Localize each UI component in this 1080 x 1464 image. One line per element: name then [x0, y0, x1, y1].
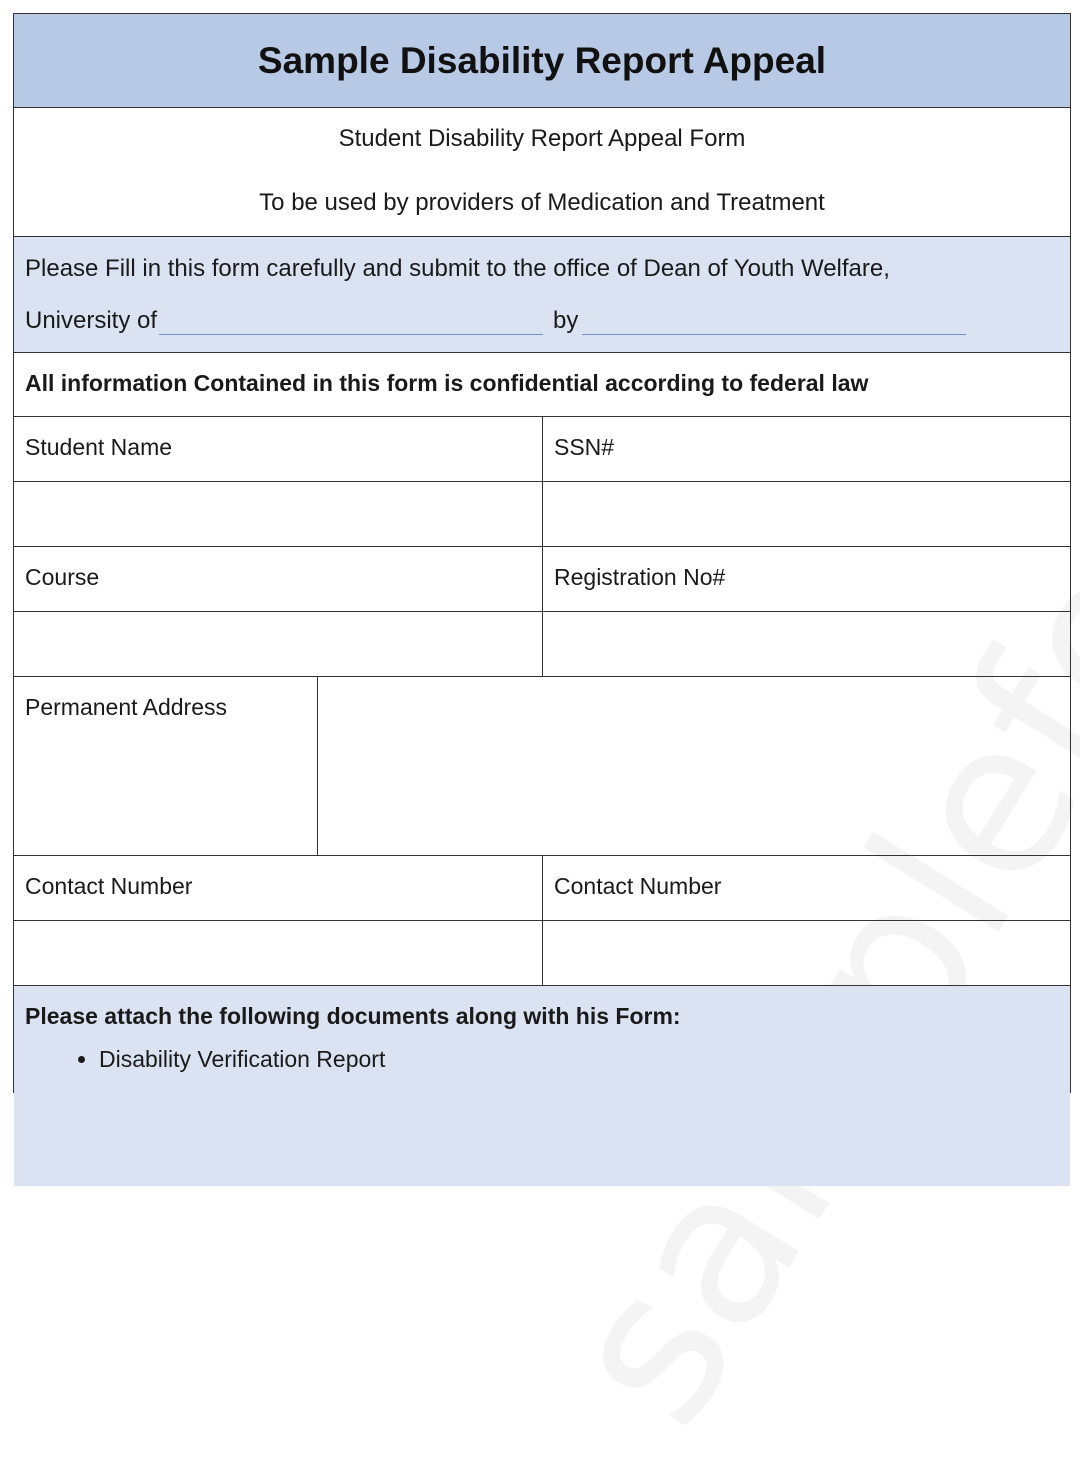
- by-field[interactable]: [582, 308, 966, 335]
- name-ssn-label-row: [14, 417, 1070, 482]
- contact-number-label-2: Contact Number: [554, 873, 722, 899]
- form-usage-note: To be used by providers of Medication and Treatment: [259, 189, 825, 216]
- course-registration-label-row: [14, 547, 1070, 612]
- subtitle-section: [14, 108, 1070, 237]
- registration-no-field[interactable]: [543, 612, 1070, 676]
- course-registration-input-row: [14, 612, 1070, 677]
- course-label-cell: [14, 547, 543, 611]
- student-name-label: Student Name: [25, 434, 173, 460]
- contact-number-field-1[interactable]: [14, 921, 543, 985]
- registration-no-label: Registration No#: [554, 564, 726, 590]
- confidential-notice-row: [14, 353, 1070, 417]
- university-line: [25, 307, 966, 335]
- attachment-item: • Disability Verification Report: [99, 1046, 385, 1073]
- contact-number-label-cell-1: [14, 856, 543, 920]
- contact-number-field-2[interactable]: [543, 921, 1070, 985]
- address-label-cell: [14, 677, 318, 855]
- attachments-section: [14, 986, 1070, 1186]
- contact-input-row: [14, 921, 1070, 986]
- contact-number-label-cell-2: [543, 856, 1070, 920]
- registration-label-cell: [543, 547, 1070, 611]
- student-name-label-cell: [14, 417, 543, 481]
- ssn-field[interactable]: [543, 482, 1070, 546]
- university-label: University of: [25, 307, 158, 334]
- university-field[interactable]: [159, 308, 543, 335]
- form-subtitle: Student Disability Report Appeal Form: [338, 125, 746, 152]
- appeal-form: [13, 13, 1071, 1093]
- contact-number-label-1: Contact Number: [25, 873, 193, 899]
- course-label: Course: [25, 564, 100, 590]
- attachments-list: [69, 1046, 385, 1073]
- form-title: Sample Disability Report Appeal: [257, 39, 827, 81]
- contact-label-row: [14, 856, 1070, 921]
- form-title-bar: [14, 14, 1070, 108]
- ssn-label: SSN#: [554, 434, 615, 460]
- instructions-section: [14, 237, 1070, 353]
- instructions-text: Please Fill in this form carefully and submit to the office of Dean of Youth Welfare,: [25, 255, 890, 282]
- address-row: [14, 677, 1070, 856]
- permanent-address-field[interactable]: [318, 677, 1070, 855]
- name-ssn-input-row: [14, 482, 1070, 547]
- confidential-notice: All information Contained in this form is confidential according to federal law: [25, 370, 869, 396]
- ssn-label-cell: [543, 417, 1070, 481]
- course-field[interactable]: [14, 612, 543, 676]
- permanent-address-label: Permanent Address: [25, 694, 228, 720]
- attachments-heading: Please attach the following documents along with his Form:: [25, 1003, 681, 1029]
- by-label: by: [553, 307, 579, 334]
- student-name-field[interactable]: [14, 482, 543, 546]
